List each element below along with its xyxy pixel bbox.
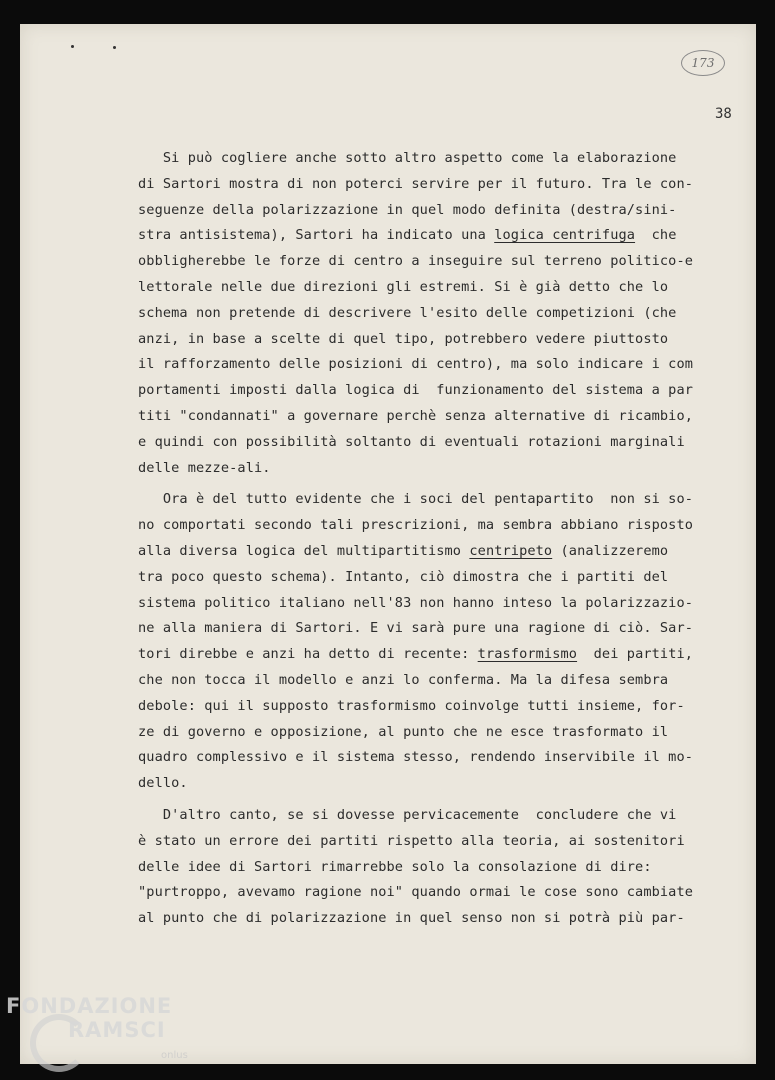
text-segment: delle mezze-ali. bbox=[138, 459, 271, 476]
text-segment: "purtroppo, avevamo ragione noi" quando ormai le cose sono cambiate bbox=[138, 884, 694, 901]
text-segment: dei partiti, bbox=[577, 646, 694, 663]
text-segment: tori direbbe e anzi ha detto di recente: bbox=[138, 646, 478, 663]
text-segment: al punto che di polarizzazione in quel senso non si potrà più par- bbox=[138, 910, 685, 927]
text-segment: tra poco questo schema). Intanto, ciò dimostra che i partiti del bbox=[138, 568, 669, 585]
text-line bbox=[138, 172, 748, 198]
text-line bbox=[138, 668, 748, 694]
text-line bbox=[138, 327, 748, 353]
text-line bbox=[138, 487, 748, 513]
text-line bbox=[138, 565, 748, 591]
text-line bbox=[138, 430, 748, 456]
text-segment: è stato un errore dei partiti rispetto alla teoria, ai sostenitori bbox=[138, 832, 685, 849]
text-line bbox=[138, 771, 748, 797]
text-segment: (analizzeremo bbox=[552, 542, 669, 559]
text-segment: schema non pretende di descrivere l'esito delle competizioni (che bbox=[138, 304, 677, 321]
text-segment: che bbox=[635, 227, 677, 244]
text-line bbox=[138, 855, 748, 881]
text-segment: portamenti imposti dalla logica di funzionamento del sistema a par bbox=[138, 382, 694, 399]
text-segment: Ora è del tutto evidente che i soci del pentapartito non si so- bbox=[138, 491, 694, 508]
text-segment: D'altro canto, se si dovesse pervicacemente concludere che vi bbox=[138, 806, 677, 823]
text-segment: obbligherebbe le forze di centro a inseguire sul terreno politico-e bbox=[138, 253, 694, 270]
text-line bbox=[138, 301, 748, 327]
text-segment: ne alla maniera di Sartori. E vi sarà pure una ragione di ciò. Sar- bbox=[138, 620, 694, 637]
text-segment: ze di governo e opposizione, al punto che ne esce trasformato il bbox=[138, 723, 669, 740]
text-line bbox=[138, 829, 748, 855]
watermark-line-2: RAMSCI bbox=[68, 1018, 166, 1042]
watermark-line-1: FONDAZIONE bbox=[6, 994, 173, 1018]
text-segment: il rafforzamento delle posizioni di centro), ma solo indicare i com bbox=[138, 356, 694, 373]
underlined-term: trasformismo bbox=[477, 646, 578, 663]
underlined-term: centripeto bbox=[469, 542, 553, 559]
text-line bbox=[138, 352, 748, 378]
text-line bbox=[138, 198, 748, 224]
text-segment: lettorale nelle due direzioni gli estremi. Si è già detto che lo bbox=[138, 278, 669, 295]
ink-mark bbox=[71, 45, 74, 48]
text-segment: debole: qui il supposto trasformismo coinvolge tutti insieme, for- bbox=[138, 697, 685, 714]
text-segment: alla diversa logica del multipartitismo bbox=[138, 542, 470, 559]
archive-number-stamp: 173 bbox=[681, 50, 725, 76]
text-line bbox=[138, 539, 748, 565]
text-line bbox=[138, 513, 748, 539]
text-segment: anzi, in base a scelte di quel tipo, potrebbero vedere piuttosto bbox=[138, 330, 669, 347]
text-line bbox=[138, 880, 748, 906]
text-line bbox=[138, 616, 748, 642]
text-segment: sistema politico italiano nell'83 non hanno inteso la polarizzazio- bbox=[138, 594, 694, 611]
text-line bbox=[138, 694, 748, 720]
text-segment: dello. bbox=[138, 775, 188, 792]
text-line bbox=[138, 378, 748, 404]
text-segment: seguenze della polarizzazione in quel modo definita (destra/sini- bbox=[138, 201, 677, 218]
text-segment: e quindi con possibilità soltanto di eventuali rotazioni marginali bbox=[138, 433, 685, 450]
text-line bbox=[138, 404, 748, 430]
text-segment: titi "condannati" a governare perchè senza alternative di ricambio, bbox=[138, 407, 694, 424]
text-segment: che non tocca il modello e anzi lo conferma. Ma la difesa sembra bbox=[138, 671, 669, 688]
watermark-suffix: onlus bbox=[161, 1050, 188, 1061]
watermark bbox=[6, 994, 188, 1061]
text-segment: Si può cogliere anche sotto altro aspetto come la elaborazione bbox=[138, 150, 677, 166]
text-line bbox=[138, 275, 748, 301]
text-line bbox=[138, 720, 748, 746]
page-number: 38 bbox=[715, 106, 732, 122]
text-line bbox=[138, 249, 748, 275]
ink-mark bbox=[113, 46, 116, 49]
text-line bbox=[138, 456, 748, 482]
text-line bbox=[138, 906, 748, 932]
text-line bbox=[138, 223, 748, 249]
text-segment: delle idee di Sartori rimarrebbe solo la consolazione di dire: bbox=[138, 858, 652, 875]
text-line bbox=[138, 146, 748, 172]
text-segment: quadro complessivo e il sistema stesso, rendendo inservibile il mo- bbox=[138, 749, 694, 766]
text-segment: stra antisistema), Sartori ha indicato una bbox=[138, 227, 495, 244]
text-segment: di Sartori mostra di non poterci servire per il futuro. Tra le con- bbox=[138, 175, 694, 192]
text-line bbox=[138, 591, 748, 617]
text-segment: no comportati secondo tali prescrizioni, ma sembra abbiano risposto bbox=[138, 517, 694, 534]
typed-text-body bbox=[138, 146, 748, 932]
text-line bbox=[138, 745, 748, 771]
text-line bbox=[138, 803, 748, 829]
text-line bbox=[138, 642, 748, 668]
underlined-term: logica centrifuga bbox=[494, 227, 636, 244]
